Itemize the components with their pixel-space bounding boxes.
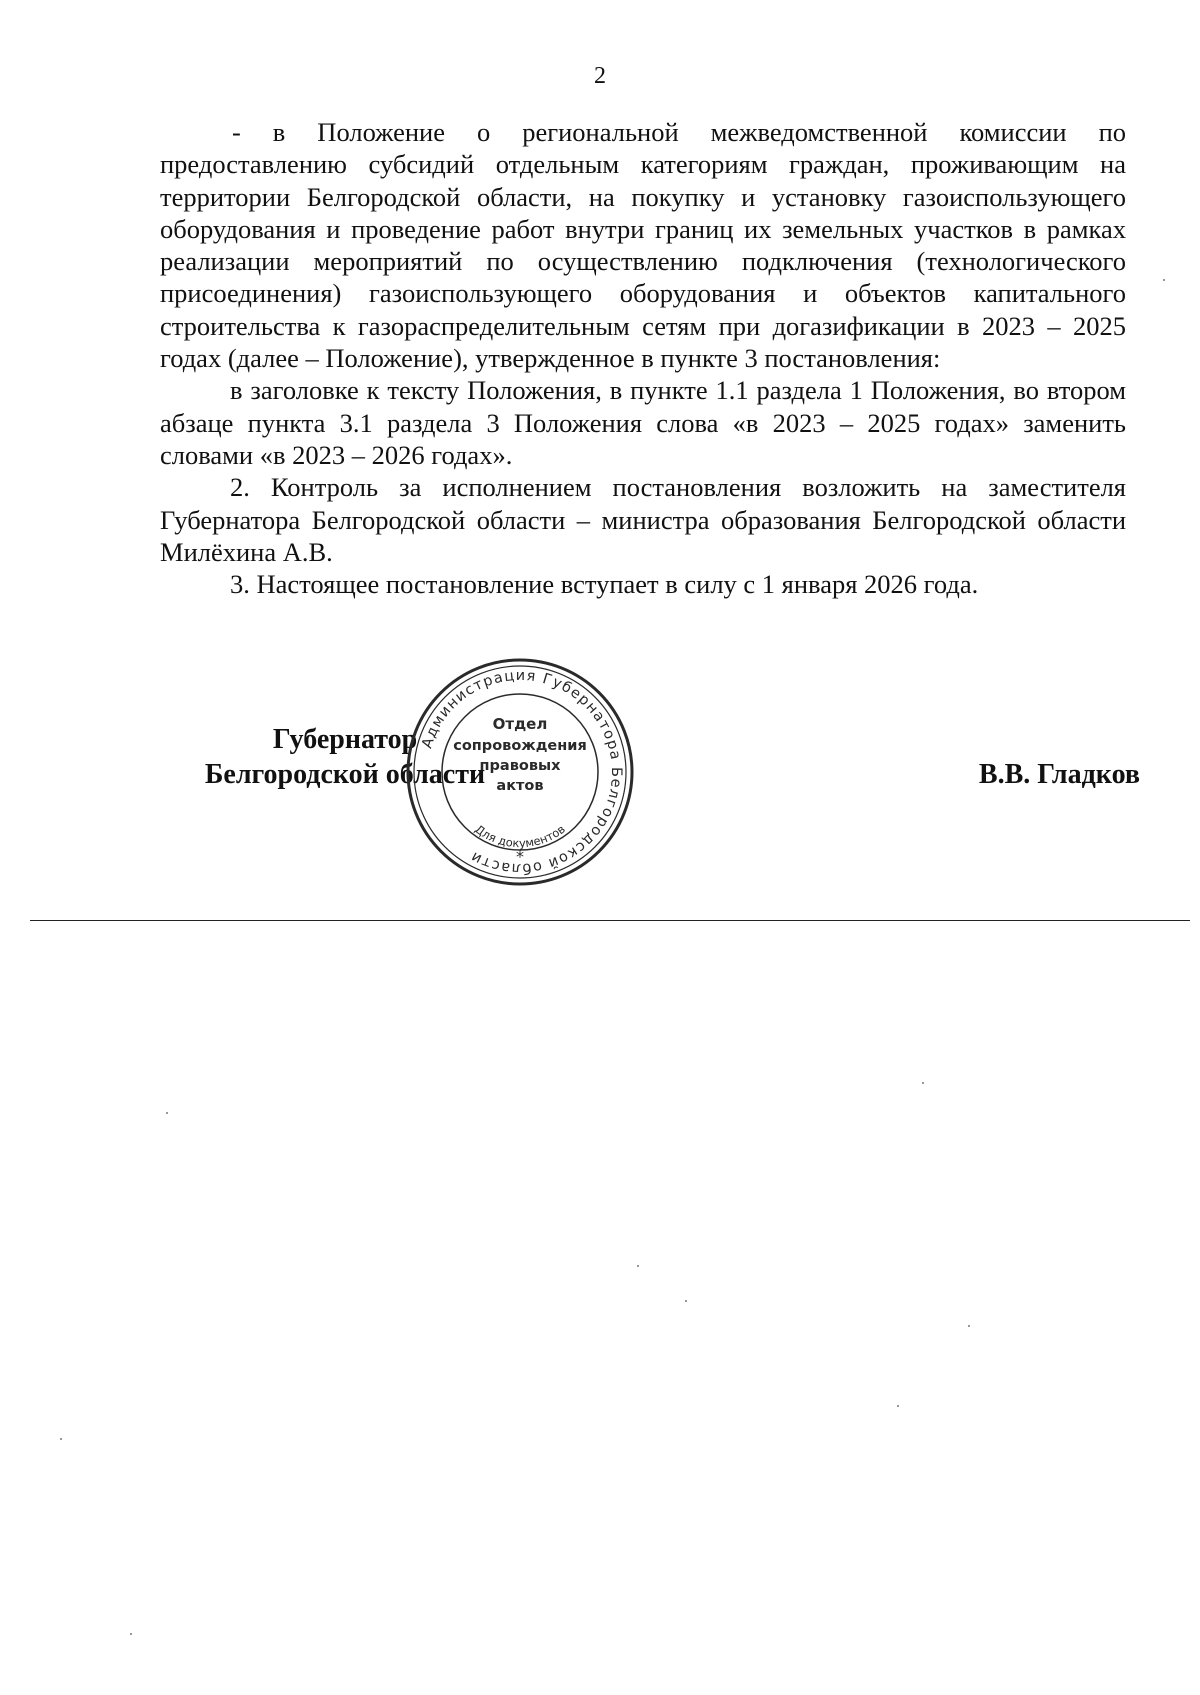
scan-speck: [60, 1438, 62, 1440]
scan-speck: [922, 1082, 924, 1084]
official-seal: [400, 652, 640, 892]
paragraph-effective-date: 3. Настоящее постановление вступает в силу с 1 января 2026 года.: [230, 569, 979, 600]
signatory-title-line2: Белгородской области: [204, 759, 486, 790]
seal-outer-text: Администрация Губернатора Белгородской области: [419, 667, 625, 877]
signatory-name: В.В. Гладков: [978, 759, 1140, 790]
seal-center-line1: Отдел: [492, 715, 548, 733]
seal-center-line2: сопровождения: [453, 738, 587, 754]
page-number: 2: [594, 63, 606, 89]
paragraph-amendment: - в Положение о региональной межведомственной комиссии по предоставлению субсидий отдельным категориям граждан, проживающим на территории Белгородской области, на покупку и установку газоиспользующего оборудования и проведение работ внутри границ их земельных участков в рамках реализации мероприятий по осуществлению подключения (технологического присоединения) газоиспользующего оборудования и объектов капитального строительства к газораспределительным сетям при догазификации в 2023 – 2025 годах (далее – Положение), утвержденное в пункте 3 постановления:: [160, 117, 1126, 374]
seal-bottom-text: Для документов: [472, 821, 568, 851]
seal-graphic: [400, 652, 640, 892]
bottom-rule: [30, 920, 1190, 921]
seal-center-line4: актов: [496, 778, 544, 794]
seal-center-line3: правовых: [479, 758, 561, 774]
scan-speck: [130, 1633, 132, 1635]
seal-star: *: [516, 847, 524, 866]
document-body: [160, 116, 1126, 600]
scan-speck: [685, 1300, 687, 1302]
paragraph-replacement: в заголовке к тексту Положения, в пункте 1.1 раздела 1 Положения, во втором абзаце пункта 3.1 раздела 3 Положения слова «в 2023 – 2025 годах» заменить словами «в 2023 – 2026 годах».: [160, 375, 1126, 470]
scan-speck: [968, 1325, 970, 1327]
paragraph-control: 2. Контроль за исполнением постановления возложить на заместителя Губернатора Белгородской области – министра образования Белгородской области Милёхина А.В.: [160, 472, 1126, 567]
scan-speck: [637, 1265, 639, 1267]
scan-speck: [1163, 279, 1165, 281]
scan-speck: [166, 1112, 168, 1114]
signatory-title-line1: Губернатор: [272, 724, 418, 755]
scan-speck: [897, 1405, 899, 1407]
